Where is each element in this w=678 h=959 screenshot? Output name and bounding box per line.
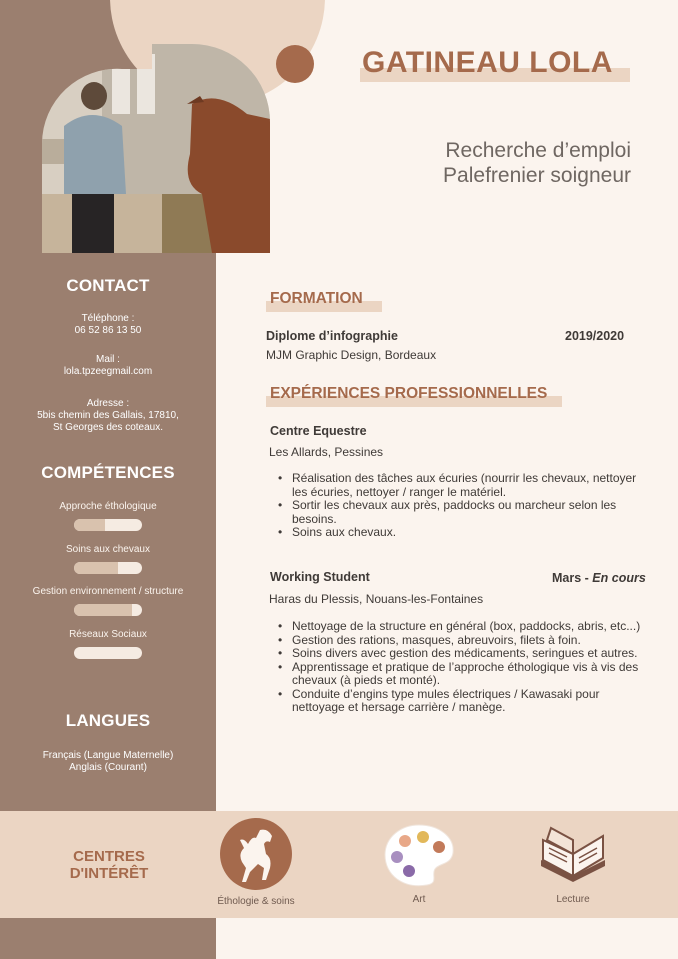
list-item: • Nettoyage de la structure en général (box, paddocks, abris, etc...) xyxy=(276,620,646,634)
skill-bar-fill xyxy=(74,519,105,531)
list-item: • Soins divers avec gestion des médicaments, seringues et autres. xyxy=(276,647,646,661)
skill-bar-fill xyxy=(74,604,132,616)
address-label: Adresse : xyxy=(86,398,130,409)
job-date xyxy=(552,571,646,585)
address-line-2: St Georges des coteaux. xyxy=(52,422,164,433)
formation-school: MJM Graphic Design, Bordeaux xyxy=(266,348,437,362)
interests-heading-line-1: CENTRES xyxy=(73,848,145,865)
contact-heading: CONTACT xyxy=(66,276,150,295)
skills-heading: COMPÉTENCES xyxy=(41,463,175,482)
job-date-status: En cours xyxy=(592,571,646,585)
job-bullets xyxy=(276,472,646,540)
list-item: • Gestion des rations, masques, abreuvoirs, filets à foin. xyxy=(276,634,646,648)
skill-label: Réseaux Sociaux xyxy=(69,629,147,640)
profile-photo xyxy=(42,44,270,253)
job-title-line-1: Recherche d’emploi xyxy=(445,139,631,162)
job-bullets xyxy=(276,620,646,715)
address-line-1: 5bis chemin des Gallais, 17810, xyxy=(37,410,179,421)
phone-number: 06 52 86 13 50 xyxy=(74,325,142,336)
book-icon xyxy=(537,820,609,884)
languages-heading: LANGUES xyxy=(65,711,151,730)
skill-bar xyxy=(74,562,142,574)
skill-label: Gestion environnement / structure xyxy=(32,586,184,597)
skill-bar xyxy=(74,647,142,659)
list-item: • Conduite d’engins type mules électriques / Kawasaki pour nettoyage et hersage carrière / manège. xyxy=(276,688,646,715)
interest-label: Éthologie & soins xyxy=(217,896,295,907)
mail-address: lola.tpzeegmail.com xyxy=(63,366,153,377)
language-line-2: Anglais (Courant) xyxy=(69,762,147,773)
mail-label: Mail : xyxy=(96,354,120,365)
decorative-dot xyxy=(276,45,314,83)
skill-bar-fill xyxy=(74,562,118,574)
skill-bar xyxy=(74,519,142,531)
job-title-line-2: Palefrenier soigneur xyxy=(443,164,631,187)
job-location: Haras du Plessis, Nouans-les-Fontaines xyxy=(269,592,484,606)
palette-icon xyxy=(383,823,455,887)
formation-degree: Diplome d’infographie xyxy=(266,329,398,343)
interest-label: Art xyxy=(412,894,426,905)
skill-label: Approche éthologique xyxy=(59,501,157,512)
skill-bar xyxy=(74,604,142,616)
job-title: Centre Equestre xyxy=(270,424,367,438)
interest-label: Lecture xyxy=(556,894,590,905)
list-item: • Apprentissage et pratique de l’approche éthologique vis à vis des chevaux (à pieds et monté). xyxy=(276,661,646,688)
formation-heading: FORMATION xyxy=(270,290,363,307)
job-title: Working Student xyxy=(270,570,370,584)
list-item: • Soins aux chevaux. xyxy=(276,526,646,540)
formation-date: 2019/2020 xyxy=(565,329,625,343)
phone-label: Téléphone : xyxy=(81,313,135,324)
interests-heading xyxy=(56,848,162,882)
experience-heading: EXPÉRIENCES PROFESSIONNELLES xyxy=(270,385,548,402)
skill-label: Soins aux chevaux xyxy=(66,544,150,555)
list-item: • Réalisation des tâches aux écuries (nourrir les chevaux, nettoyer les écuries, nettoyer / ranger le matériel. xyxy=(276,472,646,499)
list-item: • Sortir les chevaux aux près, paddocks ou marcheur selon les besoins. xyxy=(276,499,646,526)
language-line-1: Français (Langue Maternelle) xyxy=(42,750,174,761)
full-name: GATINEAU LOLA xyxy=(362,46,613,79)
job-date-start: Mars - xyxy=(552,571,593,585)
horse-icon xyxy=(220,818,292,890)
job-location: Les Allards, Pessines xyxy=(269,445,384,459)
interests-heading-line-2: D'INTÉRÊT xyxy=(69,865,149,882)
